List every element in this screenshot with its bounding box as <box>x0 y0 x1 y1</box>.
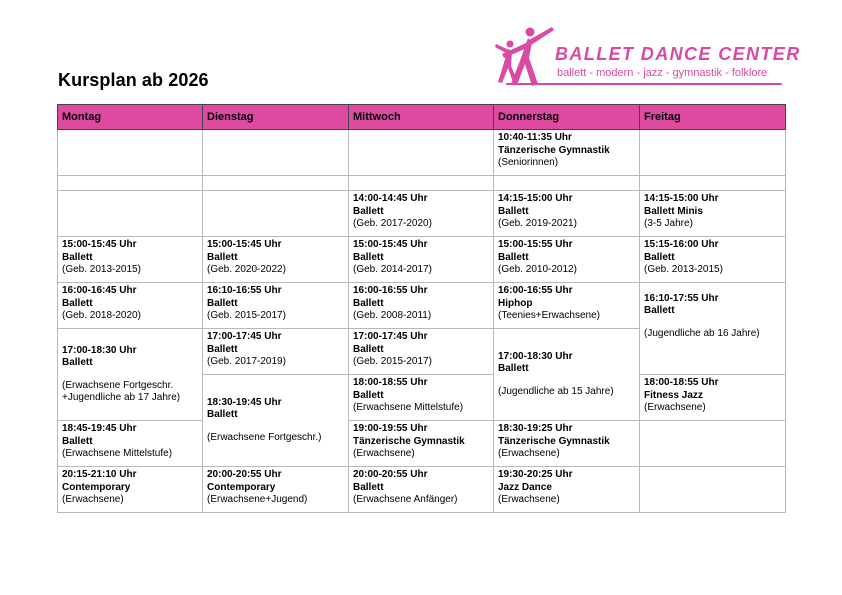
course-detail: (Geb. 2017-2019) <box>207 356 286 367</box>
course-name: Ballett <box>353 205 384 217</box>
table-row <box>58 191 786 237</box>
table-row <box>58 130 786 176</box>
empty-cell <box>203 176 349 191</box>
course-cell <box>203 467 349 513</box>
empty-cell <box>349 176 494 191</box>
course-name: Fitness Jazz <box>644 389 703 401</box>
course-cell <box>494 283 640 329</box>
course-detail: (Erwachsene Anfänger) <box>353 494 458 505</box>
empty-cell <box>640 176 786 191</box>
course-name: Tänzerische Gymnastik <box>498 435 610 447</box>
course-name: Tänzerische Gymnastik <box>498 144 610 156</box>
schedule-table <box>57 104 786 513</box>
ballet-dance-center-logo <box>494 24 801 90</box>
day-header-wednesday: Mittwoch <box>349 105 494 130</box>
empty-cell <box>349 130 494 176</box>
spacer-row <box>58 176 786 191</box>
course-name: Ballett <box>498 205 529 217</box>
logo-name: BALLET DANCE CENTER <box>555 44 801 64</box>
table-row <box>58 237 786 283</box>
course-time: 14:15-15:00 Uhr <box>498 193 573 204</box>
course-time: 14:00-14:45 Uhr <box>353 193 428 204</box>
course-detail: (Erwachsene Mittelstufe) <box>353 402 464 413</box>
course-name: Tänzerische Gymnastik <box>353 435 465 447</box>
empty-cell <box>640 421 786 467</box>
course-cell <box>640 283 786 375</box>
empty-cell <box>58 176 203 191</box>
day-header-monday: Montag <box>58 105 203 130</box>
course-time: 15:00-15:55 Uhr <box>498 239 573 250</box>
page-title: Kursplan ab 2026 <box>58 70 209 90</box>
course-time: 15:15-16:00 Uhr <box>644 239 719 250</box>
course-detail: (Erwachsene) <box>644 402 706 413</box>
course-name: Ballett <box>644 305 675 317</box>
course-time: 18:00-18:55 Uhr <box>353 377 428 388</box>
course-time: 16:00-16:55 Uhr <box>498 285 573 296</box>
course-time: 15:00-15:45 Uhr <box>353 239 428 250</box>
empty-cell <box>640 467 786 513</box>
course-detail: (Geb. 2019-2021) <box>498 218 577 229</box>
day-header-tuesday: Dienstag <box>203 105 349 130</box>
course-cell <box>203 375 349 467</box>
course-cell <box>58 467 203 513</box>
course-time: 16:00-16:45 Uhr <box>62 285 137 296</box>
course-detail: (Seniorinnen) <box>498 157 559 168</box>
course-cell <box>58 421 203 467</box>
course-detail: (Erwachsene+Jugend) <box>207 494 308 505</box>
course-time: 10:40-11:35 Uhr <box>498 132 572 143</box>
course-name: Hiphop <box>498 297 533 309</box>
table-row <box>58 467 786 513</box>
course-time: 16:00-16:55 Uhr <box>353 285 428 296</box>
course-time: 15:00-15:45 Uhr <box>207 239 282 250</box>
course-cell <box>349 375 494 421</box>
course-time: 14:15-15:00 Uhr <box>644 193 719 204</box>
course-cell <box>640 375 786 421</box>
course-cell <box>203 329 349 375</box>
course-name: Ballett <box>207 409 238 421</box>
course-detail: (Geb. 2008-2011) <box>353 310 432 321</box>
course-name: Ballett Minis <box>644 205 703 217</box>
course-detail: (Erwachsene Fortgeschr. <box>62 379 174 391</box>
course-name: Ballett <box>62 357 93 368</box>
course-time: 18:45-19:45 Uhr <box>62 423 137 434</box>
course-time: 17:00-18:30 Uhr <box>62 344 137 356</box>
course-time: 19:00-19:55 Uhr <box>353 423 428 434</box>
logo-underline <box>506 83 782 85</box>
empty-cell <box>203 191 349 237</box>
course-cell <box>203 237 349 283</box>
course-time: 18:30-19:25 Uhr <box>498 423 573 434</box>
course-time: 20:00-20:55 Uhr <box>207 469 282 480</box>
day-header-thursday: Donnerstag <box>494 105 640 130</box>
course-cell <box>349 329 494 375</box>
course-cell <box>640 191 786 237</box>
course-detail: (Teenies+Erwachsene) <box>498 310 600 321</box>
course-cell <box>349 421 494 467</box>
course-time: 19:30-20:25 Uhr <box>498 469 573 480</box>
table-row <box>58 421 786 467</box>
course-name: Ballett <box>62 297 93 309</box>
course-cell <box>494 421 640 467</box>
course-name: Ballett <box>353 343 384 355</box>
course-detail: (Geb. 2010-2012) <box>498 264 577 275</box>
course-detail: (Erwachsene) <box>62 494 124 505</box>
dancer-icon <box>494 24 556 90</box>
course-cell <box>349 191 494 237</box>
course-name: Contemporary <box>207 481 276 493</box>
empty-cell <box>203 130 349 176</box>
course-detail: (Erwachsene Mittelstufe) <box>62 448 173 459</box>
empty-cell <box>640 130 786 176</box>
course-name: Ballett <box>353 297 384 309</box>
course-detail: (Geb. 2014-2017) <box>353 264 432 275</box>
course-cell <box>494 467 640 513</box>
course-cell <box>203 283 349 329</box>
course-name: Ballett <box>498 251 529 263</box>
course-cell <box>349 467 494 513</box>
logo-subtitle: ballett - modern - jazz - gymnastik - folklore <box>557 67 768 79</box>
course-cell <box>58 237 203 283</box>
course-detail: (Geb. 2015-2017) <box>207 310 286 321</box>
course-name: Ballett <box>353 389 384 401</box>
course-detail: (Geb. 2013-2015) <box>62 264 141 275</box>
course-name: Jazz Dance <box>498 481 552 493</box>
course-cell <box>494 130 640 176</box>
course-cell <box>58 329 203 421</box>
course-name: Ballett <box>353 251 384 263</box>
course-time: 17:00-17:45 Uhr <box>207 331 282 342</box>
day-header-friday: Freitag <box>640 105 786 130</box>
course-time: 18:30-19:45 Uhr <box>207 396 282 408</box>
empty-cell <box>494 176 640 191</box>
course-cell <box>58 283 203 329</box>
course-detail: (Geb. 2018-2020) <box>62 310 141 321</box>
course-name: Ballett <box>62 435 93 447</box>
course-detail: (Erwachsene) <box>353 448 415 459</box>
course-time: 16:10-16:55 Uhr <box>207 285 282 296</box>
course-name: Ballett <box>207 343 238 355</box>
empty-cell <box>58 130 203 176</box>
course-cell <box>494 191 640 237</box>
course-time: 16:10-17:55 Uhr <box>644 292 719 304</box>
course-cell <box>494 237 640 283</box>
course-name: Ballett <box>207 297 238 309</box>
course-time: 18:00-18:55 Uhr <box>644 377 719 388</box>
empty-cell <box>58 191 203 237</box>
course-detail-line2: +Jugendliche ab 17 Jahre) <box>62 392 181 403</box>
course-detail: (Geb. 2020-2022) <box>207 264 286 275</box>
course-time: 20:00-20:55 Uhr <box>353 469 428 480</box>
course-detail: (Geb. 2015-2017) <box>353 356 432 367</box>
course-detail: (Erwachsene) <box>498 494 560 505</box>
course-name: Ballett <box>62 251 93 263</box>
course-time: 17:00-18:30 Uhr <box>498 350 573 362</box>
course-name: Ballett <box>353 481 384 493</box>
day-header-row <box>58 105 786 130</box>
course-time: 17:00-17:45 Uhr <box>353 331 428 342</box>
course-cell <box>494 329 640 421</box>
course-detail: (Erwachsene Fortgeschr.) <box>207 431 322 443</box>
course-cell <box>349 283 494 329</box>
course-cell <box>640 237 786 283</box>
course-detail: (Jugendliche ab 16 Jahre) <box>644 327 760 339</box>
course-detail: (Erwachsene) <box>498 448 560 459</box>
table-row <box>58 283 786 329</box>
course-name: Ballett <box>498 363 529 375</box>
course-detail: (Geb. 2017-2020) <box>353 218 432 229</box>
course-detail: (3-5 Jahre) <box>644 218 693 229</box>
course-time: 20:15-21:10 Uhr <box>62 469 137 480</box>
course-cell <box>349 237 494 283</box>
course-time: 15:00-15:45 Uhr <box>62 239 137 250</box>
course-name: Contemporary <box>62 481 131 493</box>
course-detail: (Jugendliche ab 15 Jahre) <box>498 385 614 397</box>
course-name: Ballett <box>207 251 238 263</box>
course-detail: (Geb. 2013-2015) <box>644 264 723 275</box>
course-name: Ballett <box>644 251 675 263</box>
